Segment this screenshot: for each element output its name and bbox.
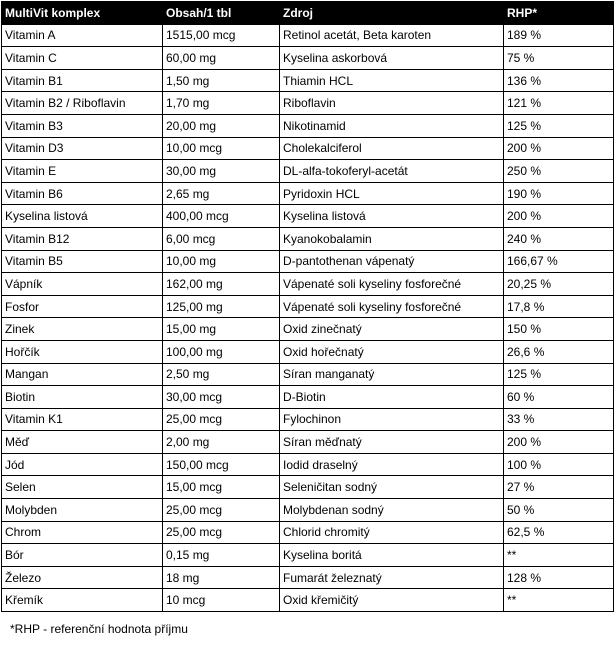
cell-source: Molybdenan sodný [280,499,504,522]
cell-ingredient: Křemík [2,589,163,612]
cell-rhp: ** [504,544,614,567]
cell-rhp: 190 % [504,182,614,205]
cell-source: Oxid zinečnatý [280,318,504,341]
cell-source: D-pantothenan vápenatý [280,250,504,273]
table-row [2,340,614,363]
cell-ingredient: Chrom [2,521,163,544]
cell-rhp: 128 % [504,566,614,589]
table-row [2,250,614,273]
cell-amount: 1515,00 mcg [163,24,280,47]
table-row [2,589,614,612]
cell-rhp: ** [504,589,614,612]
cell-source: Chlorid chromitý [280,521,504,544]
cell-ingredient: Selen [2,476,163,499]
nutrition-table [1,1,614,612]
cell-amount: 15,00 mg [163,318,280,341]
cell-ingredient: Kyselina listová [2,205,163,228]
table-row [2,137,614,160]
table-row [2,453,614,476]
footnote: *RHP - referenční hodnota příjmu [10,622,188,636]
cell-amount: 100,00 mg [163,340,280,363]
cell-ingredient: Vitamin B2 / Riboflavin [2,92,163,115]
cell-rhp: 60 % [504,386,614,409]
table-row [2,160,614,183]
cell-amount: 30,00 mcg [163,386,280,409]
cell-source: DL-alfa-tokoferyl-acetát [280,160,504,183]
table-row [2,363,614,386]
cell-ingredient: Bór [2,544,163,567]
cell-rhp: 166,67 % [504,250,614,273]
table-row [2,408,614,431]
cell-source: Kyselina listová [280,205,504,228]
header-rhp: RHP* [504,2,614,25]
header-ingredient: MultiVit komplex [2,2,163,25]
cell-ingredient: Vitamin E [2,160,163,183]
cell-ingredient: Mangan [2,363,163,386]
cell-amount: 2,65 mg [163,182,280,205]
cell-ingredient: Biotin [2,386,163,409]
cell-amount: 10,00 mg [163,250,280,273]
table-row [2,47,614,70]
table-row [2,476,614,499]
cell-source: Síran měďnatý [280,431,504,454]
cell-rhp: 100 % [504,453,614,476]
cell-rhp: 62,5 % [504,521,614,544]
cell-ingredient: Vitamin B12 [2,227,163,250]
cell-amount: 25,00 mcg [163,499,280,522]
table-body [2,24,614,611]
cell-ingredient: Vitamin A [2,24,163,47]
cell-ingredient: Vitamin B3 [2,114,163,137]
cell-amount: 2,50 mg [163,363,280,386]
cell-rhp: 150 % [504,318,614,341]
table-row [2,205,614,228]
table-row [2,273,614,296]
cell-ingredient: Vitamin C [2,47,163,70]
table-row [2,92,614,115]
cell-source: Kyanokobalamin [280,227,504,250]
cell-rhp: 121 % [504,92,614,115]
table-header [2,2,614,25]
cell-amount: 6,00 mcg [163,227,280,250]
cell-amount: 2,00 mg [163,431,280,454]
cell-ingredient: Fosfor [2,295,163,318]
cell-ingredient: Vitamin B5 [2,250,163,273]
cell-source: D-Biotin [280,386,504,409]
cell-amount: 400,00 mcg [163,205,280,228]
cell-rhp: 250 % [504,160,614,183]
table-row [2,566,614,589]
cell-ingredient: Vitamin K1 [2,408,163,431]
table-row [2,69,614,92]
cell-rhp: 136 % [504,69,614,92]
cell-amount: 10,00 mcg [163,137,280,160]
cell-amount: 125,00 mg [163,295,280,318]
cell-ingredient: Železo [2,566,163,589]
cell-amount: 0,15 mg [163,544,280,567]
cell-source: Thiamin HCL [280,69,504,92]
cell-source: Oxid křemičitý [280,589,504,612]
cell-amount: 162,00 mg [163,273,280,296]
cell-source: Vápenaté soli kyseliny fosforečné [280,295,504,318]
cell-ingredient: Hořčík [2,340,163,363]
cell-source: Nikotinamid [280,114,504,137]
cell-source: Kyselina boritá [280,544,504,567]
cell-source: Retinol acetát, Beta karoten [280,24,504,47]
cell-rhp: 125 % [504,363,614,386]
cell-amount: 20,00 mg [163,114,280,137]
table-row [2,182,614,205]
table-row [2,24,614,47]
cell-rhp: 200 % [504,137,614,160]
table-row [2,295,614,318]
table-row [2,386,614,409]
table-row [2,318,614,341]
header-amount: Obsah/1 tbl [163,2,280,25]
cell-source: Iodid draselný [280,453,504,476]
cell-rhp: 125 % [504,114,614,137]
cell-source: Vápenaté soli kyseliny fosforečné [280,273,504,296]
table-row [2,227,614,250]
cell-ingredient: Vitamin B1 [2,69,163,92]
cell-rhp: 20,25 % [504,273,614,296]
cell-source: Pyridoxin HCL [280,182,504,205]
cell-amount: 30,00 mg [163,160,280,183]
cell-ingredient: Měď [2,431,163,454]
cell-rhp: 240 % [504,227,614,250]
cell-rhp: 75 % [504,47,614,70]
cell-source: Seleničitan sodný [280,476,504,499]
table-row [2,114,614,137]
cell-ingredient: Vitamin D3 [2,137,163,160]
cell-ingredient: Molybden [2,499,163,522]
table-row [2,499,614,522]
cell-rhp: 189 % [504,24,614,47]
cell-rhp: 33 % [504,408,614,431]
cell-rhp: 50 % [504,499,614,522]
cell-amount: 150,00 mcg [163,453,280,476]
cell-amount: 18 mg [163,566,280,589]
cell-rhp: 26,6 % [504,340,614,363]
cell-rhp: 17,8 % [504,295,614,318]
cell-ingredient: Vápník [2,273,163,296]
cell-source: Fylochinon [280,408,504,431]
header-row [2,2,614,25]
cell-source: Riboflavin [280,92,504,115]
table-row [2,544,614,567]
cell-ingredient: Vitamin B6 [2,182,163,205]
header-source: Zdroj [280,2,504,25]
cell-amount: 25,00 mcg [163,408,280,431]
cell-source: Síran manganatý [280,363,504,386]
cell-ingredient: Zinek [2,318,163,341]
cell-amount: 15,00 mcg [163,476,280,499]
cell-rhp: 200 % [504,431,614,454]
cell-amount: 1,70 mg [163,92,280,115]
cell-amount: 1,50 mg [163,69,280,92]
cell-rhp: 200 % [504,205,614,228]
cell-ingredient: Jód [2,453,163,476]
cell-rhp: 27 % [504,476,614,499]
cell-amount: 60,00 mg [163,47,280,70]
cell-amount: 25,00 mcg [163,521,280,544]
cell-source: Oxid hořečnatý [280,340,504,363]
cell-source: Cholekalciferol [280,137,504,160]
table-row [2,431,614,454]
table-row [2,521,614,544]
cell-amount: 10 mcg [163,589,280,612]
cell-source: Kyselina askorbová [280,47,504,70]
cell-source: Fumarát železnatý [280,566,504,589]
